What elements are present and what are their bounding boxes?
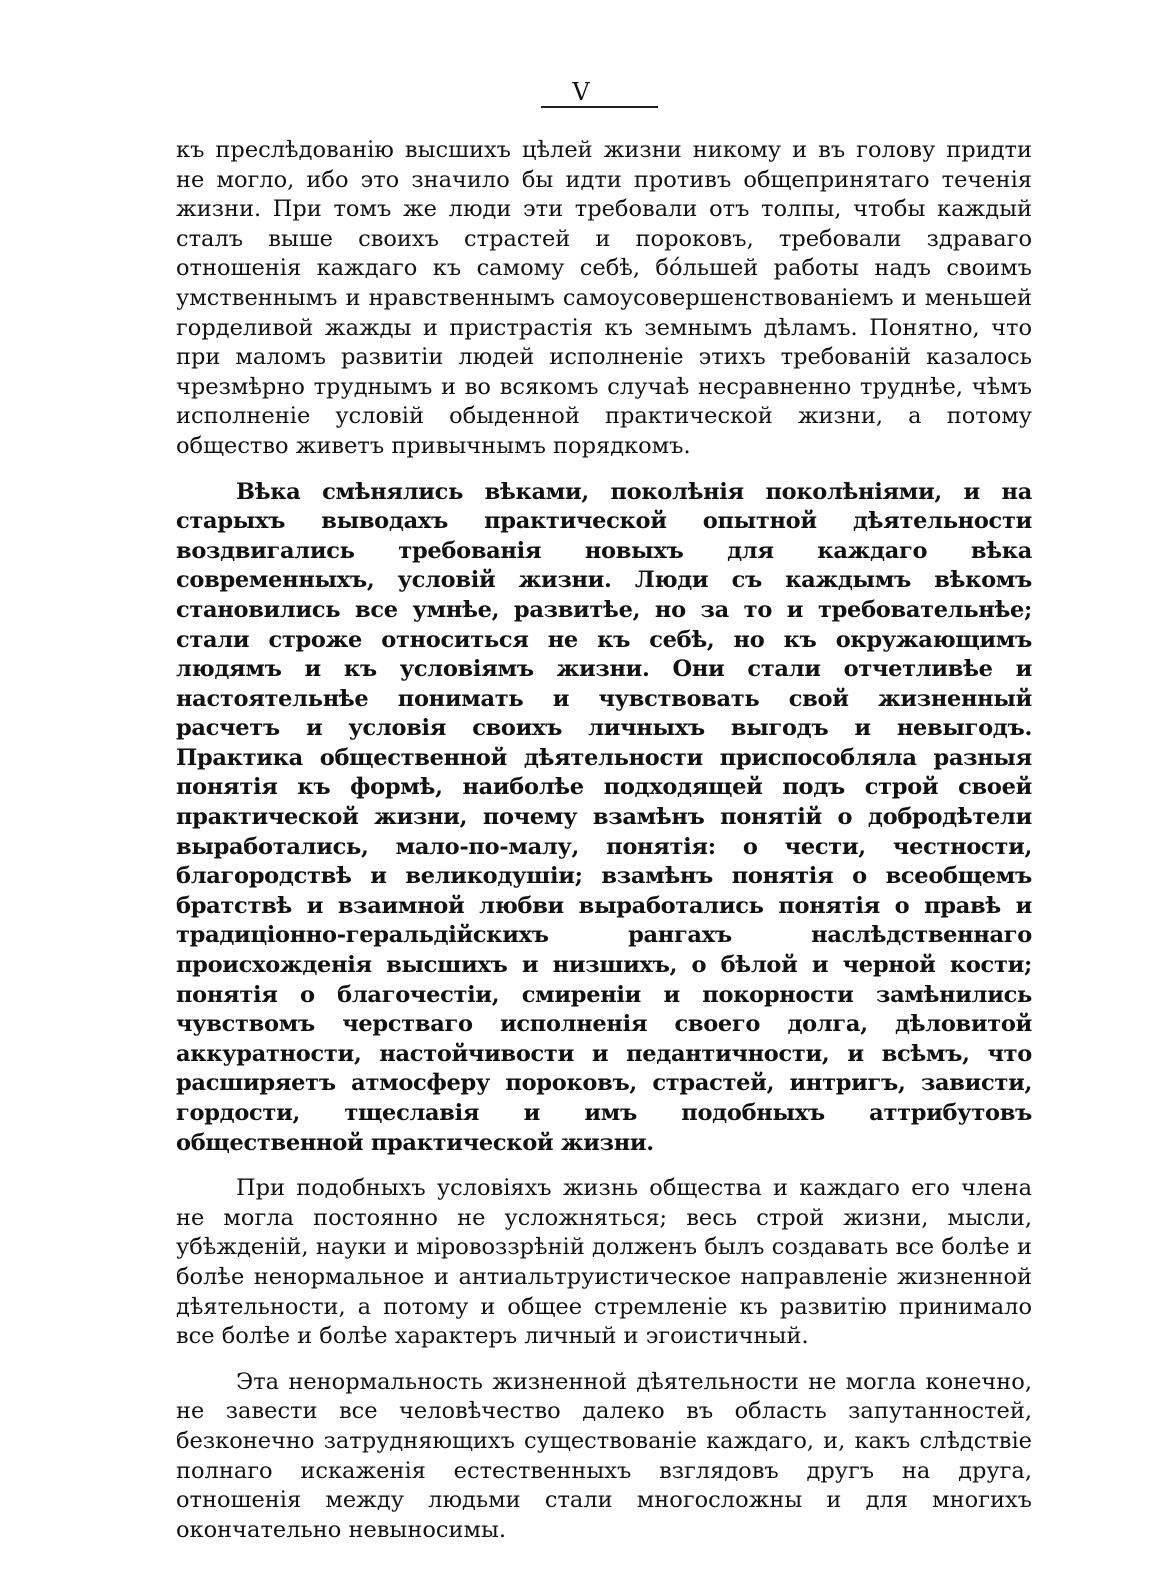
paragraph-centuries: Вѣка смѣнялись вѣками, поколѣнія поколѣніями, и на старыхъ выводахъ практической опытной дѣятельности воздвигались требованія новыхъ для каждаго вѣка современныхъ, условій жизни. Люди съ каждымъ вѣкомъ становились все умнѣе, развитѣе, но за то и требовательнѣе; стали строже относиться не къ себѣ, но къ окружающимъ людямъ и къ условіямъ жизни. Они стали отчетливѣе и настоятельнѣе понимать и чувствовать свой жизненный расчетъ и условія своихъ личныхъ выгодъ и невыгодъ. Практика общественной дѣятельности приспособляла разныя понятія къ формѣ, наиболѣе подходящей подъ строй своей практической жизни, почему взамѣнъ понятій о добродѣтели выработались, мало-по-малу, понятія: о чести, честности, благородствѣ и великодушіи; взамѣнъ понятія о всеобщемъ братствѣ и взаимной любви выработались понятія о правѣ и традиціонно-геральдійскихъ рангахъ наслѣдственнаго происхожденія высшихъ и низшихъ, о бѣлой и черной кости; понятія о благочестіи, смиреніи и покорности замѣнились чувствомъ черстваго исполненія своего долга, дѣловитой аккуратности, настойчивости и педантичности, и всѣмъ, что расширяетъ атмосферу пороковъ, страстей, интригъ, зависти, гордости, тщеславія и имъ подобныхъ аттрибутовъ общественной практической жизни.: [176, 478, 1032, 1156]
paragraph-abnormality: Эта ненормальность жизненной дѣятельности не могла конечно, не завести все человѣчество далеко въ область запутанностей, безконечно затрудняющихъ существованіе каждаго, и, какъ слѣдствіе полнаго искаженія естественныхъ взглядовъ другъ на друга, отношенія между людьми стали многосложны и для многихъ окончательно невыносимы.: [176, 1368, 1032, 1543]
page-header: [0, 80, 1163, 104]
paragraph-continuation: къ преслѣдованію высшихъ цѣлей жизни никому и въ голову придти не могло, ибо это значило бы идти противъ общепринятаго теченія жизни. При томъ же люди эти требовали отъ толпы, чтобы каждый сталъ выше своихъ страстей и пороковъ, требовали здраваго отношенія каждаго къ самому себѣ, бо́льшей работы надъ своимъ умственнымъ и нравственнымъ самоусовершенствованіемъ и меньшей горделивой жажды и пристрастія къ земнымъ дѣламъ. Понятно, что при маломъ развитіи людей исполненіе этихъ требованій казалось чрезмѣрно труднымъ и во всякомъ случаѣ несравненно труднѣе, чѣмъ исполненіе условій обыденной практической жизни, а потому общество живетъ привычнымъ порядкомъ.: [176, 137, 1032, 459]
body-text: [176, 136, 1032, 1545]
page-number: V: [572, 78, 591, 106]
paragraph-conditions: При подобныхъ условіяхъ жизнь общества и каждаго его члена не могла постоянно не усложняться; весь строй жизни, мысли, убѣжденій, науки и міровоззрѣній долженъ былъ создавать все болѣе и болѣе ненормальное и антиальтруистическое направленіе жизненной дѣятельности, а потому и общее стремленіе къ развитію принимало все болѣе и болѣе характеръ личный и эгоистичный.: [176, 1175, 1032, 1350]
header-rule: [541, 106, 658, 108]
